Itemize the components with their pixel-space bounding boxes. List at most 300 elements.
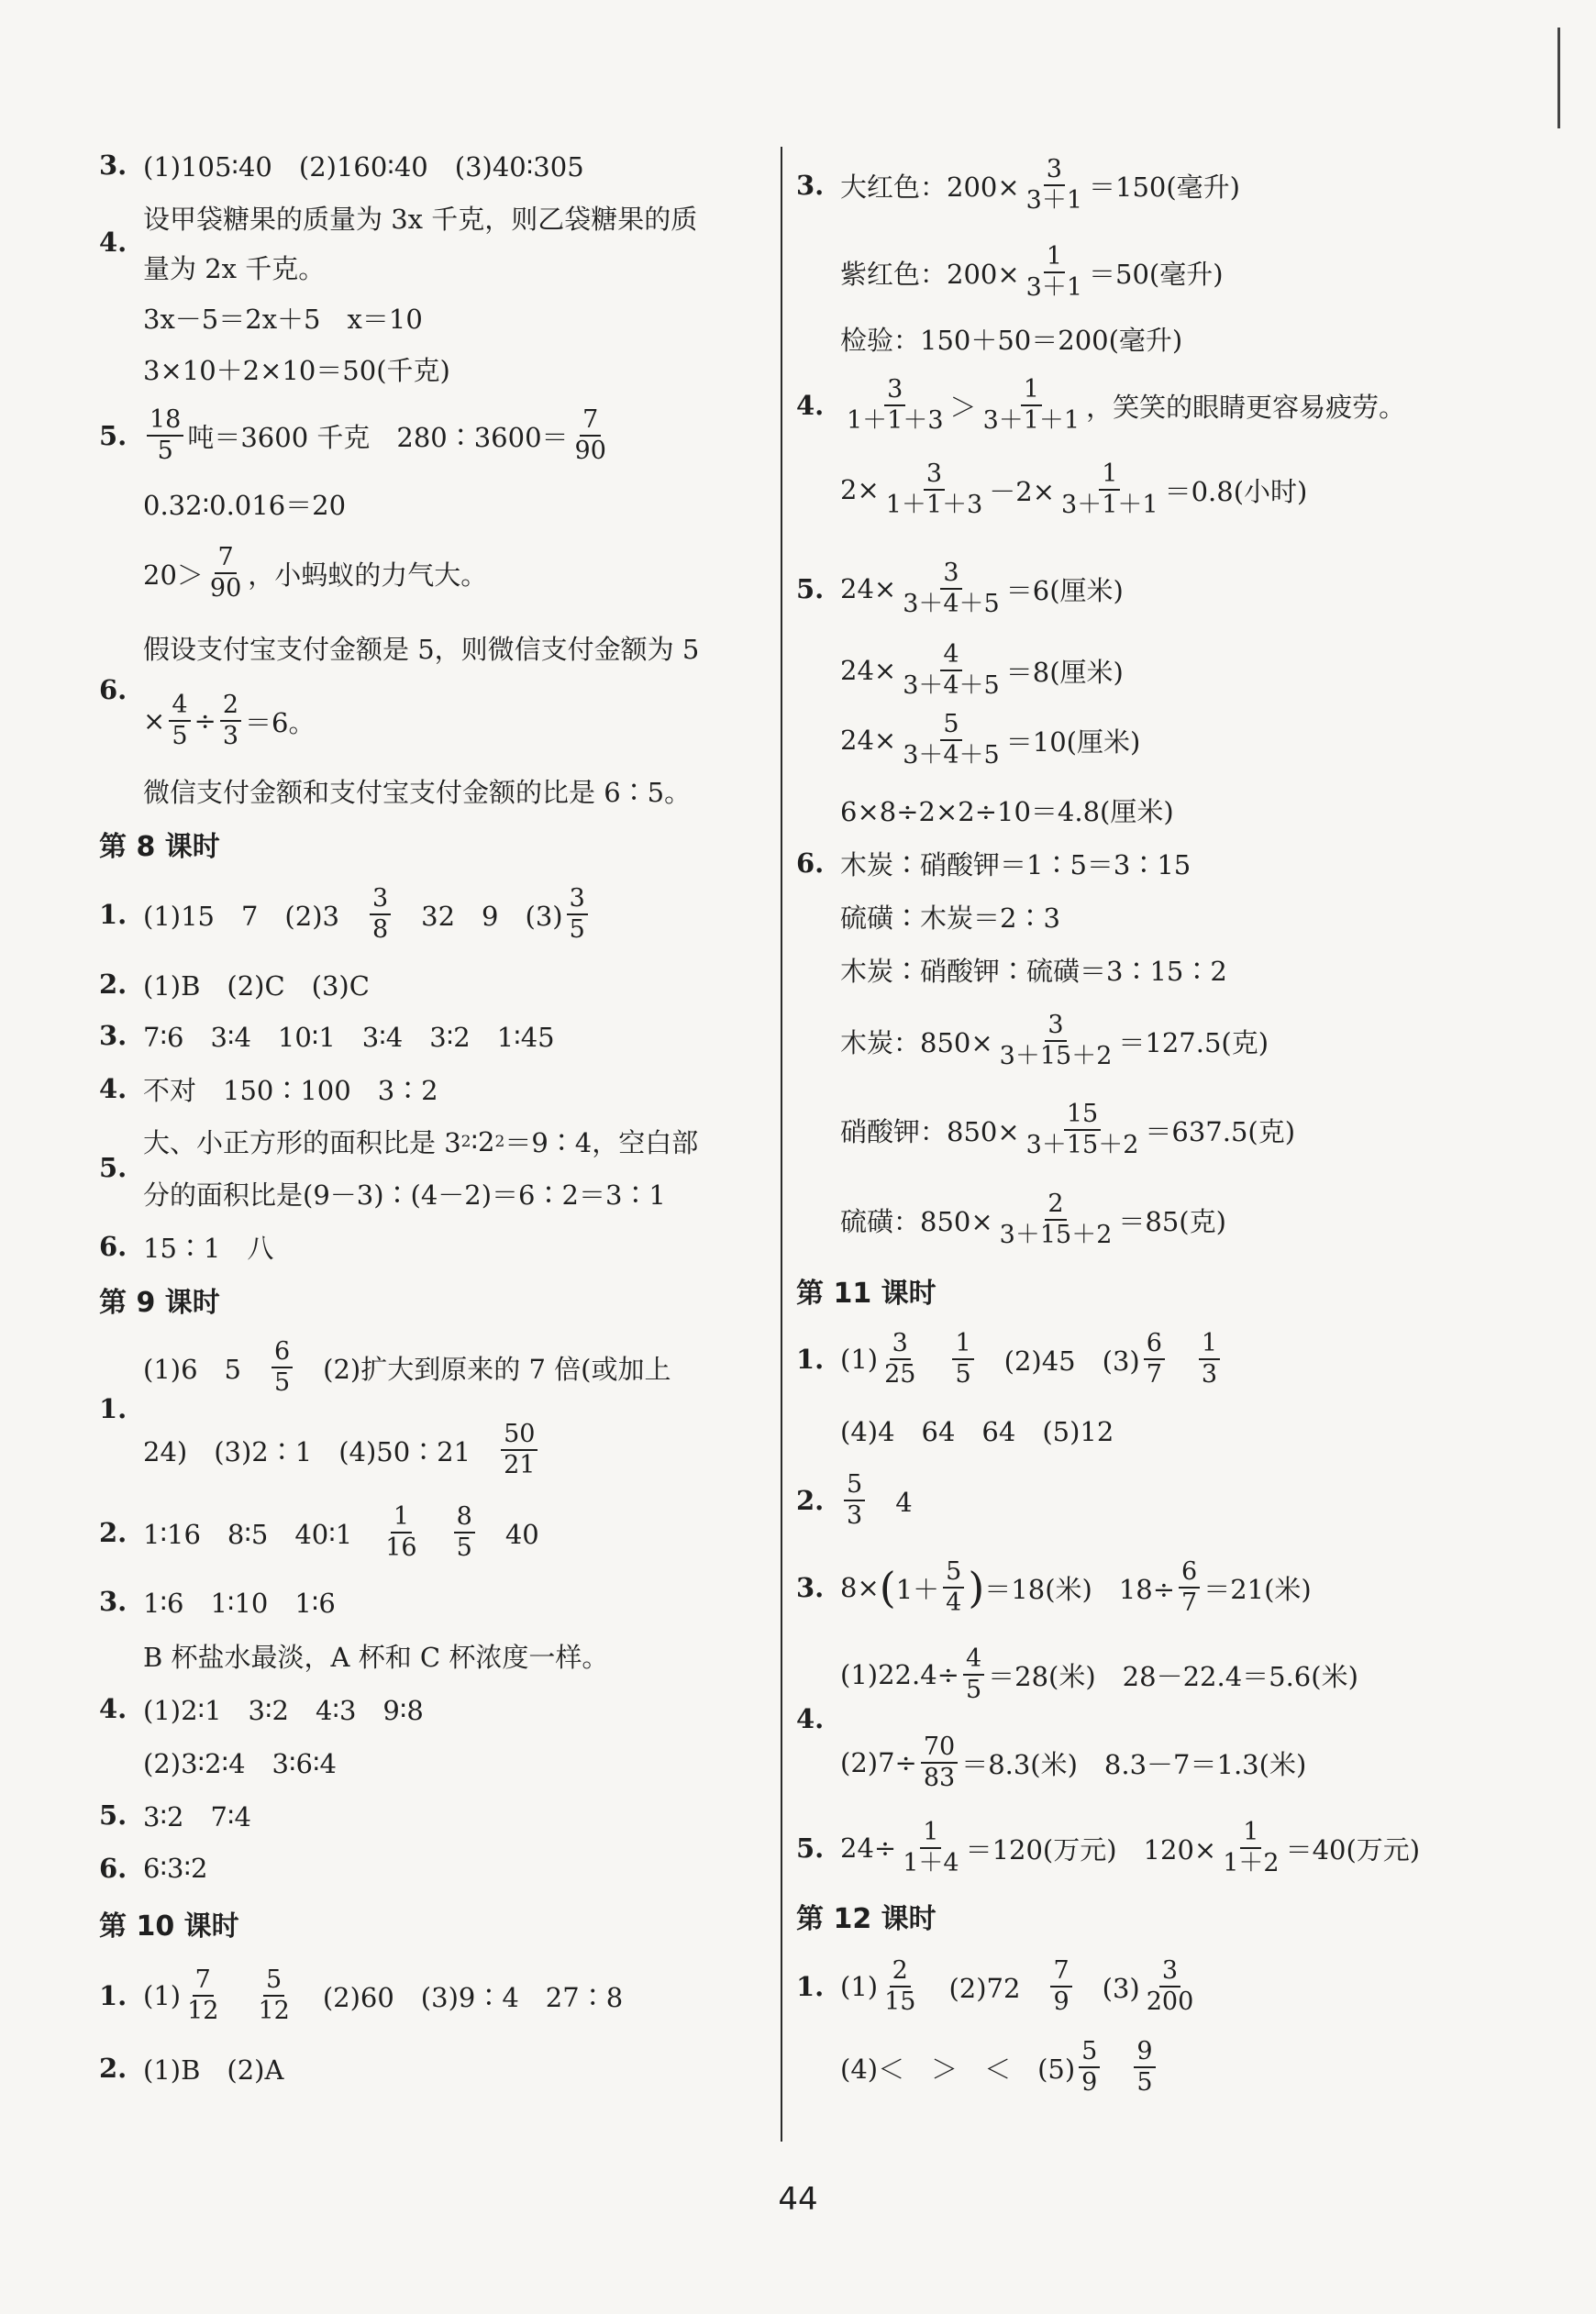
answer-text: 量为 2x 千克。 xyxy=(143,252,326,284)
answer-item xyxy=(796,1631,1493,1807)
fraction-denominator: 5 xyxy=(1136,2068,1153,2097)
item-number: 5. xyxy=(99,1799,127,1831)
item-number: 2. xyxy=(99,2053,127,2084)
fraction-numerator: 1 xyxy=(1099,461,1120,491)
answer-continuation xyxy=(99,477,759,530)
answer-text: × xyxy=(143,705,166,736)
answer-line xyxy=(143,1735,759,1788)
answer-line xyxy=(143,1220,759,1273)
fraction-denominator: 12 xyxy=(258,1997,290,2025)
answer-text: 硫磺：850× xyxy=(840,1205,993,1237)
answer-continuation xyxy=(796,943,1493,996)
answer-text: ＝6。 xyxy=(245,706,316,738)
item-number: 2. xyxy=(796,1485,825,1516)
answer-line xyxy=(143,2040,759,2097)
answer-text: 4 xyxy=(869,1486,913,1518)
answer-line xyxy=(840,1315,1493,1403)
answer-line xyxy=(840,138,1493,233)
superscript: 2 xyxy=(494,1132,505,1151)
fraction-numerator: 6 xyxy=(1179,1559,1200,1589)
fraction-denominator: 3＋1 xyxy=(1025,273,1083,302)
answer-item xyxy=(99,2040,759,2097)
fraction-denominator: 3＋4＋5 xyxy=(903,741,1000,769)
answer-line xyxy=(840,534,1493,644)
fraction xyxy=(255,1967,292,2025)
fraction-numerator: 3 xyxy=(1159,1958,1180,1987)
fraction xyxy=(1134,2036,1155,2097)
fraction-numerator: 5 xyxy=(1079,2039,1100,2068)
answer-item xyxy=(99,1788,759,1842)
answer-text: 3x－5＝2x＋5 x＝10 xyxy=(143,303,423,335)
fraction-denominator: 15 xyxy=(884,1987,916,2016)
fraction-numerator: 3 xyxy=(1045,1013,1066,1042)
item-number: 2. xyxy=(99,969,127,1000)
answer-line xyxy=(143,1682,759,1735)
item-number: 5. xyxy=(99,1152,127,1183)
fraction-denominator: 5 xyxy=(456,1533,472,1562)
fraction xyxy=(963,1646,984,1704)
answer-text: 木炭∶硝酸钾＝1∶5＝3∶15 xyxy=(840,848,1191,880)
answer-line xyxy=(143,1788,759,1842)
fraction-numerator: 8 xyxy=(454,1504,475,1533)
fraction xyxy=(220,692,241,750)
answer-item xyxy=(796,365,1493,446)
answer-continuation xyxy=(796,697,1493,783)
answer-line xyxy=(840,836,1493,890)
answer-line xyxy=(143,193,759,242)
fraction xyxy=(997,1010,1115,1070)
large-parenthesis: ( xyxy=(879,1563,896,1612)
item-number: 3. xyxy=(99,1020,127,1051)
answer-item xyxy=(99,1220,759,1273)
fraction-numerator: 5 xyxy=(844,1472,865,1501)
answer-item xyxy=(99,959,759,1009)
answer-line xyxy=(143,1168,759,1220)
answer-text: 1∶16 8∶5 40∶1 xyxy=(143,1518,380,1550)
fraction-numerator: 18 xyxy=(147,407,183,437)
answer-text: ＝18(米) 18÷ xyxy=(984,1573,1176,1605)
answer-line xyxy=(840,1456,1493,1545)
fraction-numerator: 7 xyxy=(580,407,601,437)
fraction-numerator: 3 xyxy=(890,1331,911,1360)
fraction-denominator: 3＋1＋1 xyxy=(982,406,1081,435)
answer-text: (2)3∶2∶4 3∶6∶4 xyxy=(143,1747,337,1779)
answer-text: 木炭∶硝酸钾∶硫磺＝3∶15∶2 xyxy=(840,955,1227,987)
answer-continuation xyxy=(99,292,759,343)
answer-text xyxy=(922,1341,948,1378)
answer-item xyxy=(796,1545,1493,1631)
answer-text: (1)B (2)C (3)C xyxy=(143,969,370,1002)
answer-text: (1) xyxy=(840,1344,879,1375)
answer-line xyxy=(143,477,759,530)
answer-continuation xyxy=(99,530,759,616)
item-number: 2. xyxy=(99,1517,127,1548)
answer-item xyxy=(99,869,759,959)
answer-line xyxy=(143,1574,759,1629)
answer-text: ＝120(万元) 120× xyxy=(965,1833,1217,1866)
answer-line xyxy=(143,1326,759,1409)
fraction-numerator: 1 xyxy=(391,1504,412,1533)
fraction xyxy=(900,1817,961,1877)
left-column xyxy=(99,138,759,2097)
answer-item xyxy=(99,138,759,193)
answer-item xyxy=(99,1115,759,1220)
item-number: 3. xyxy=(99,149,127,181)
answer-continuation xyxy=(99,343,759,394)
answer-line xyxy=(840,1086,1493,1174)
answer-text: (4)4 64 64 (5)12 xyxy=(840,1415,1114,1447)
fraction xyxy=(567,883,588,944)
answer-text: 3×10＋2×10＝50(千克) xyxy=(143,354,450,386)
answer-item xyxy=(99,616,759,763)
item-number: 4. xyxy=(99,1693,127,1724)
section-heading: 第 10 课时 xyxy=(99,1910,239,1943)
answer-text: (1) xyxy=(143,1980,182,2011)
fraction-denominator: 5 xyxy=(965,1676,982,1704)
answer-text: 15∶1 八 xyxy=(143,1232,274,1264)
answer-text: (1)22.4÷ xyxy=(840,1659,959,1690)
answer-item xyxy=(99,1062,759,1115)
fraction-numerator: 1 xyxy=(1199,1331,1220,1360)
fraction xyxy=(943,1556,964,1617)
answer-text: ＞ xyxy=(949,391,977,423)
answer-item xyxy=(99,1952,759,2040)
answer-line xyxy=(143,1115,759,1168)
fraction xyxy=(207,542,244,603)
answer-text: (1)B (2)A xyxy=(143,2054,284,2086)
fraction-denominator: 7 xyxy=(1146,1360,1162,1389)
answer-text: ＝8(厘米) xyxy=(1005,656,1124,688)
fraction-denominator: 1＋1＋3 xyxy=(847,406,944,435)
fraction-numerator: 1 xyxy=(1021,377,1042,406)
answer-text: 微信支付金额和支付宝支付金额的比是 6∶5。 xyxy=(143,776,692,808)
answer-text: ＝150(毫升) xyxy=(1089,171,1240,203)
answer-text: 1＋ xyxy=(895,1573,940,1605)
answer-line xyxy=(840,996,1493,1086)
fraction-numerator: 7 xyxy=(215,545,236,574)
answer-text xyxy=(1103,2049,1130,2087)
answer-line xyxy=(840,1719,1493,1807)
fraction xyxy=(1024,1099,1142,1159)
fraction xyxy=(572,404,609,465)
answer-item xyxy=(99,1009,759,1062)
answer-line xyxy=(143,343,759,394)
answer-continuation xyxy=(796,1086,1493,1174)
item-number: 5. xyxy=(99,420,127,451)
fraction-numerator: 5 xyxy=(263,1967,284,1997)
answer-continuation xyxy=(796,996,1493,1086)
answer-text: (2)扩大到原来的 7 倍(或加上 xyxy=(296,1353,671,1385)
item-number: 6. xyxy=(796,847,825,879)
fraction-denominator: 5 xyxy=(157,437,173,465)
answer-text: (1)15 7 (2)3 xyxy=(143,900,366,932)
fraction xyxy=(501,1419,538,1479)
fraction-numerator: 5 xyxy=(940,712,961,741)
answer-line xyxy=(840,2031,1493,2104)
fraction-denominator: 9 xyxy=(1081,2068,1098,2097)
fraction xyxy=(272,1336,293,1397)
fraction-denominator: 5 xyxy=(273,1368,291,1397)
fraction-numerator: 1 xyxy=(1240,1820,1261,1849)
fraction xyxy=(900,709,1003,769)
answer-line xyxy=(840,1545,1493,1631)
answer-continuation xyxy=(796,2031,1493,2104)
answer-line xyxy=(840,783,1493,836)
fraction-numerator: 4 xyxy=(963,1646,984,1676)
item-number: 6. xyxy=(99,1231,127,1262)
answer-text: ＝6(厘米) xyxy=(1005,574,1124,606)
answer-item xyxy=(99,193,759,292)
item-number: 1. xyxy=(796,1344,825,1375)
answer-text: 8× xyxy=(840,1572,880,1603)
answer-item xyxy=(99,1574,759,1629)
fraction-denominator: 3＋4＋5 xyxy=(903,590,1000,618)
answer-item xyxy=(99,1842,759,1895)
answer-text: 2× xyxy=(840,474,880,505)
fraction-denominator: 90 xyxy=(574,437,606,465)
answer-line xyxy=(143,530,759,616)
answer-text: 6∶3∶2 xyxy=(143,1853,208,1884)
item-number: 4. xyxy=(99,227,127,258)
answer-text: (2)7÷ xyxy=(840,1747,917,1778)
large-parenthesis: ) xyxy=(968,1563,985,1612)
fraction-denominator: 83 xyxy=(923,1764,956,1792)
fraction-numerator: 50 xyxy=(501,1422,538,1451)
column-divider xyxy=(781,147,782,2142)
answer-text xyxy=(1169,1341,1195,1378)
answer-text: ＝8.3(米) 8.3－7＝1.3(米) xyxy=(961,1748,1307,1780)
answer-text: 3∶2 7∶4 xyxy=(143,1800,251,1832)
answer-continuation xyxy=(796,446,1493,534)
answer-item xyxy=(796,138,1493,233)
fraction xyxy=(1058,461,1161,519)
answer-text: ＝50(毫升) xyxy=(1089,258,1224,290)
fraction-denominator: 1＋2 xyxy=(1223,1849,1280,1877)
fraction-denominator: 4 xyxy=(946,1589,962,1617)
answer-text: 24× xyxy=(840,655,897,686)
item-number: 5. xyxy=(796,1832,825,1864)
fraction-denominator: 3 xyxy=(1201,1360,1218,1389)
fraction-denominator: 16 xyxy=(385,1533,417,1562)
answer-text: 6×8÷2×2÷10＝4.8(厘米) xyxy=(840,795,1174,827)
fraction xyxy=(169,692,190,750)
fraction-denominator: 21 xyxy=(504,1451,536,1479)
fraction xyxy=(1024,241,1085,302)
fraction-numerator: 2 xyxy=(1045,1191,1066,1221)
fraction-denominator: 3 xyxy=(222,722,238,750)
answer-text: ＝85(克) xyxy=(1118,1205,1226,1237)
answer-line xyxy=(143,1629,759,1682)
answer-item xyxy=(796,534,1493,644)
section-heading: 第 11 课时 xyxy=(796,1278,937,1310)
fraction-denominator: 1＋4 xyxy=(903,1849,959,1877)
fraction-numerator: 3 xyxy=(924,461,945,491)
answer-line xyxy=(840,1403,1493,1456)
answer-text: ，笑笑的眼睛更容易疲劳。 xyxy=(1086,391,1406,423)
fraction-denominator: 9 xyxy=(1053,1987,1070,2016)
item-number: 4. xyxy=(796,1703,825,1734)
answer-text: ∶2 xyxy=(471,1125,495,1157)
answer-item xyxy=(99,1682,759,1735)
section-heading: 第 12 课时 xyxy=(796,1903,937,1935)
fraction-numerator: 4 xyxy=(940,642,961,671)
answer-text: ＝127.5(克) xyxy=(1118,1026,1269,1058)
answer-text: 木炭：850× xyxy=(840,1026,993,1058)
answer-line xyxy=(143,869,759,959)
section-heading: 第 9 课时 xyxy=(99,1287,220,1319)
fraction xyxy=(1144,1328,1165,1389)
fraction-numerator: 9 xyxy=(1134,2039,1155,2068)
fraction-denominator: 5 xyxy=(569,915,585,944)
answer-text: ＝637.5(克) xyxy=(1145,1115,1296,1147)
fraction-numerator: 15 xyxy=(1064,1102,1101,1131)
answer-line xyxy=(143,1952,759,2040)
answer-text: 24× xyxy=(840,573,897,604)
answer-text: (2)60 (3)9∶4 27∶8 xyxy=(295,1981,624,2013)
fraction xyxy=(844,374,947,435)
answer-text: 大、小正方形的面积比是 3 xyxy=(143,1127,461,1158)
answer-item xyxy=(796,1807,1493,1889)
superscript: 2 xyxy=(460,1132,471,1151)
answer-text: (4)＜ ＞ ＜ (5) xyxy=(840,2053,1076,2085)
answer-line xyxy=(840,1943,1493,2031)
answer-line xyxy=(840,697,1493,783)
answer-continuation xyxy=(796,1174,1493,1266)
answer-line xyxy=(143,1842,759,1895)
fraction-denominator: 12 xyxy=(187,1997,219,2025)
answer-text: 不对 150∶100 3∶2 xyxy=(143,1074,438,1106)
answer-text: ÷ xyxy=(194,705,216,736)
fraction xyxy=(184,1967,221,2025)
answer-text: ＝0.8(小时) xyxy=(1164,475,1308,507)
answer-item xyxy=(99,1491,759,1574)
answer-text: (1)2∶1 3∶2 4∶3 9∶8 xyxy=(143,1694,424,1726)
fraction xyxy=(454,1501,475,1562)
answer-line xyxy=(143,138,759,193)
fraction-numerator: 6 xyxy=(1144,1331,1165,1360)
answer-text: 24÷ xyxy=(840,1832,897,1864)
answer-line xyxy=(840,1174,1493,1266)
answer-continuation xyxy=(796,233,1493,312)
answer-item xyxy=(796,1315,1493,1403)
fraction-denominator: 25 xyxy=(884,1360,916,1389)
fraction xyxy=(900,639,1003,700)
answer-line xyxy=(143,1062,759,1115)
fraction xyxy=(1179,1556,1200,1617)
answer-text: 吨＝3600 千克 280∶3600＝ xyxy=(187,421,569,453)
item-number: 4. xyxy=(796,390,825,421)
fraction-denominator: 8 xyxy=(371,915,389,944)
fraction-numerator: 2 xyxy=(220,692,241,722)
answer-text: B 杯盐水最淡，A 杯和 C 杯浓度一样。 xyxy=(143,1641,609,1673)
answer-text: (1) xyxy=(840,1971,879,2002)
fraction xyxy=(1079,2036,1100,2097)
answer-text: 大红色：200× xyxy=(840,171,1020,203)
fraction-numerator: 7 xyxy=(193,1967,214,1997)
fraction-denominator: 3 xyxy=(847,1501,863,1530)
answer-text: ，小蚂蚁的力气大。 xyxy=(248,559,488,591)
fraction-denominator: 7 xyxy=(1181,1589,1198,1617)
fraction-numerator: 3 xyxy=(370,886,391,915)
answer-text: 20＞ xyxy=(143,559,204,591)
answer-line xyxy=(840,365,1493,446)
item-number: 3. xyxy=(796,1572,825,1603)
answer-text: 硝酸钾：850× xyxy=(840,1115,1020,1147)
answer-line xyxy=(840,446,1493,534)
fraction-numerator: 7 xyxy=(1050,1958,1071,1987)
fraction-numerator: 3 xyxy=(940,560,961,590)
answer-line xyxy=(143,292,759,343)
fraction-denominator: 3＋15＋2 xyxy=(999,1221,1113,1249)
fraction-denominator: 1＋1＋3 xyxy=(885,491,983,519)
fraction-denominator: 3＋1＋1 xyxy=(1061,491,1158,519)
answer-continuation xyxy=(796,783,1493,836)
answer-continuation xyxy=(796,890,1493,943)
answer-item xyxy=(796,836,1493,890)
answer-text: ＝21(米) xyxy=(1203,1573,1312,1605)
item-number: 1. xyxy=(99,1393,127,1424)
answer-line xyxy=(143,394,759,477)
fraction-denominator: 200 xyxy=(1146,1987,1194,2016)
answer-line xyxy=(143,1491,759,1574)
item-number: 6. xyxy=(99,674,127,705)
answer-continuation xyxy=(796,639,1493,700)
answer-text: 7∶6 3∶4 10∶1 3∶4 3∶2 1∶45 xyxy=(143,1021,555,1053)
page-edge-line xyxy=(1557,28,1560,128)
answer-line xyxy=(143,763,759,818)
page-number: 44 xyxy=(778,2181,818,2218)
answer-text: 检验：150＋50＝200(毫升) xyxy=(840,324,1183,356)
answer-line xyxy=(840,1807,1493,1889)
answer-item xyxy=(99,1326,759,1491)
item-number: 4. xyxy=(99,1073,127,1104)
answer-line xyxy=(143,959,759,1009)
answer-line xyxy=(143,1009,759,1062)
fraction-numerator: 4 xyxy=(169,692,190,722)
fraction xyxy=(1144,1955,1197,2016)
answer-text: 假设支付宝支付金额是 5，则微信支付金额为 5 xyxy=(143,633,700,665)
fraction-numerator: 70 xyxy=(921,1734,958,1764)
answer-text: 24) (3)2∶1 (4)50∶21 xyxy=(143,1435,498,1467)
item-number: 1. xyxy=(796,1971,825,2002)
answer-text: (3) xyxy=(1075,1972,1140,2004)
fraction-numerator: 1 xyxy=(952,1331,973,1360)
answer-item xyxy=(796,1943,1493,2031)
fraction xyxy=(844,1469,865,1530)
fraction-denominator: 3＋4＋5 xyxy=(903,671,1000,700)
fraction xyxy=(981,374,1083,435)
answer-item xyxy=(796,1456,1493,1545)
fraction-numerator: 1 xyxy=(1044,244,1065,273)
fraction xyxy=(382,1501,419,1562)
fraction-numerator: 2 xyxy=(890,1958,911,1987)
item-number: 3. xyxy=(99,1586,127,1617)
answer-continuation xyxy=(796,312,1493,365)
answer-line xyxy=(840,312,1493,365)
answer-text: 32 9 (3) xyxy=(394,900,563,932)
fraction-numerator: 6 xyxy=(272,1339,293,1368)
section-heading: 第 8 课时 xyxy=(99,831,220,863)
answer-continuation xyxy=(99,1629,759,1682)
answer-text xyxy=(424,1514,450,1552)
answer-line xyxy=(143,616,759,679)
answer-text: ＝9∶4，空白部 xyxy=(504,1127,699,1158)
fraction-numerator: 3 xyxy=(567,886,588,915)
fraction xyxy=(997,1191,1115,1249)
answer-continuation xyxy=(99,1735,759,1788)
answer-item xyxy=(99,394,759,477)
fraction-denominator: 5 xyxy=(955,1360,971,1389)
